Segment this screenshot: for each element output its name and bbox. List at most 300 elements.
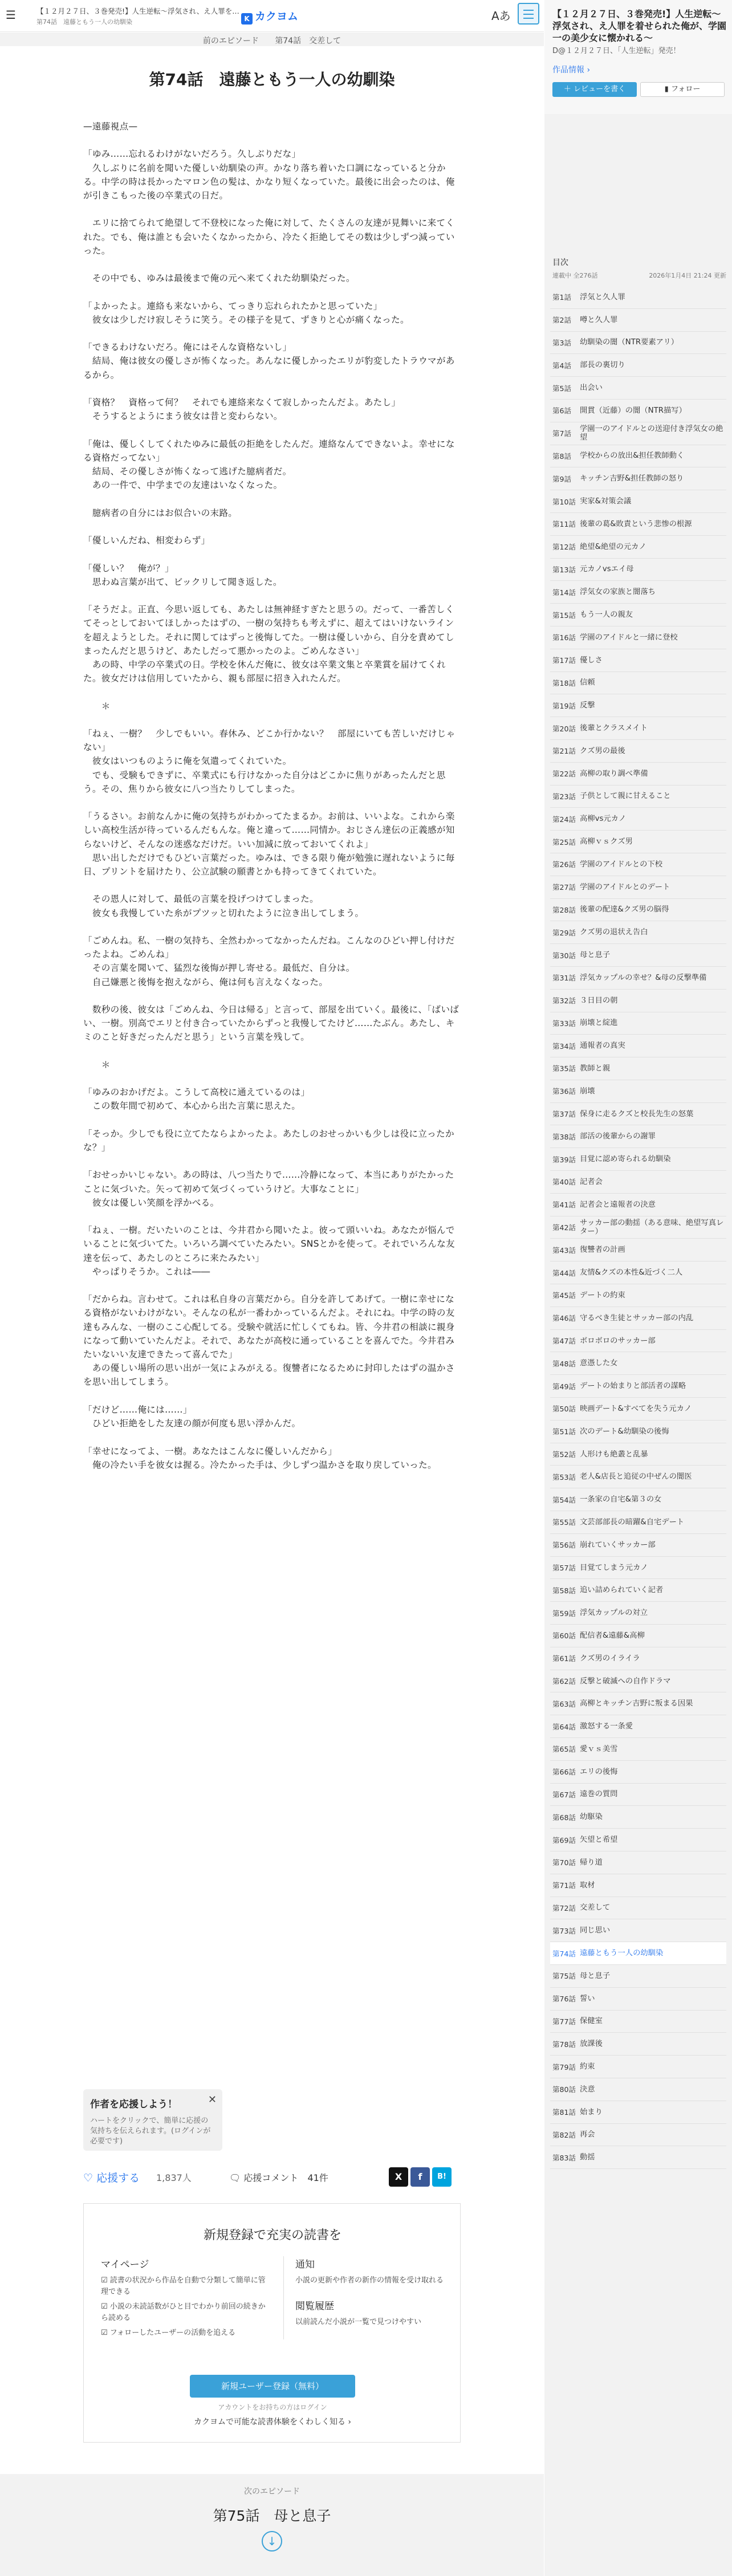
check-icon: ☑: [101, 2329, 110, 2337]
toc-item-number: 第6話: [552, 406, 571, 416]
toc-item[interactable]: [550, 1125, 726, 1148]
toc-item-title: 高柳ｖｓクズ男: [580, 837, 633, 847]
font-setting-button[interactable]: Aあ: [491, 9, 511, 23]
toc-item[interactable]: [550, 1738, 726, 1761]
toc-item[interactable]: [550, 763, 726, 786]
toc-item[interactable]: [550, 717, 726, 740]
toc-item-number: 第82話: [552, 2130, 576, 2139]
toc-item-number: 第36話: [552, 1087, 576, 1096]
toc-item-title: 開貫（近藤）の闇（NTR描写）: [580, 406, 686, 415]
toc-item-title: 遠巻の質問: [580, 1790, 618, 1799]
comment-button[interactable]: 🗨 応援コメント 41件: [229, 2172, 328, 2183]
toc-item-title: 出会い: [580, 384, 603, 393]
toc-item[interactable]: [550, 309, 726, 332]
toc-item[interactable]: [550, 1307, 726, 1330]
toc-item[interactable]: [550, 1352, 726, 1375]
toc-item-title: クズ男のイライラ: [580, 1654, 640, 1663]
toc-item-title: 絶望&絶望の元カノ: [580, 542, 646, 551]
episode-title: 第74話 遠藤ともう一人の幼馴染: [149, 70, 395, 89]
toc-item[interactable]: [550, 286, 726, 309]
toc-item[interactable]: [550, 581, 726, 604]
toc-item[interactable]: [550, 1942, 726, 1965]
toc-item-number: 第5話: [552, 384, 571, 393]
notify-title: 通知: [295, 2259, 315, 2270]
write-review-button[interactable]: ＋ レビューを書く: [552, 82, 637, 97]
history-title: 閲覧履歴: [295, 2301, 334, 2312]
toc-item-title: 浮気女の家族と闇落ち: [580, 588, 656, 597]
toc-item[interactable]: [550, 990, 726, 1012]
share-hatena-button[interactable]: B!: [432, 2167, 452, 2187]
toc-item-title: 動揺: [580, 2153, 595, 2162]
toc-item[interactable]: [550, 2033, 726, 2056]
toc-item-title: 約束: [580, 2062, 595, 2072]
toc-item-title: 反撃: [580, 701, 595, 710]
toc-item[interactable]: [550, 899, 726, 922]
toc-item-title: 誓い: [580, 1994, 595, 2003]
next-episode-area: [0, 2474, 544, 2576]
episode-nav-bar: [0, 32, 544, 46]
toc-item[interactable]: [550, 1874, 726, 1897]
toc-item-number: 第80話: [552, 2085, 576, 2094]
toc-item-number: 第53話: [552, 1472, 576, 1482]
toc-item-title: 高柳vs元カノ: [580, 815, 627, 824]
toc-item[interactable]: [550, 1851, 726, 1874]
toc-item-title: 高柳の取り調べ準備: [580, 769, 648, 778]
toc-item-title: クズ男の最後: [580, 746, 625, 755]
toc-item[interactable]: [550, 2078, 726, 2101]
toc-item-number: 第52話: [552, 1450, 576, 1459]
close-icon[interactable]: ✕: [208, 2094, 217, 2106]
toc-item-number: 第73話: [552, 1926, 576, 1935]
toc-item-title: 学園のアイドルと一緒に登校: [580, 633, 678, 642]
toc-item[interactable]: [550, 1239, 726, 1261]
toc-item-number: 第45話: [552, 1291, 576, 1300]
sidebar-author: D@１２月２７日、「人生逆転」発売！: [552, 47, 681, 55]
toc-item-title: 記者会: [580, 1177, 603, 1186]
toc-item-title: 取材: [580, 1881, 595, 1890]
toc-item-title: エリの後悔: [580, 1767, 618, 1776]
hamburger-icon[interactable]: ☰: [6, 8, 16, 22]
toc-item[interactable]: [550, 672, 726, 695]
sidebar-work-title[interactable]: 【１２月２７日、３巻発売!】人生逆転〜浮気され、え人罪を着せられた俺が、学園一の美少女に懐かれる〜 D@１２月２７日、「人生逆転」発売！: [552, 9, 726, 55]
mypage-item: ☑ フォローしたユーザーの活動を追える: [101, 2329, 236, 2337]
toc-item[interactable]: [550, 604, 726, 626]
plus-icon: ＋: [563, 85, 574, 93]
toc-item[interactable]: [550, 1284, 726, 1307]
toc-heading: 目次: [552, 258, 568, 267]
toc-item[interactable]: [550, 2101, 726, 2124]
toc-item-title: デートの約束: [580, 1291, 625, 1300]
toc-item-title: 保健室: [580, 2017, 603, 2026]
toc-item-title: 放課後: [580, 2040, 603, 2049]
toc-item-number: 第16話: [552, 633, 576, 642]
toc-item-number: 第7話: [552, 429, 571, 438]
toc-item-title: 目覚に認め寄られる幼馴染: [580, 1155, 671, 1164]
toc-item-number: 第62話: [552, 1677, 576, 1686]
toc-item-number: 第31話: [552, 974, 576, 983]
toc-item-title: 学園のアイドルとの下校: [580, 860, 663, 869]
toc-item-title: 学校からの放出&担任教師動く: [580, 451, 685, 461]
history-desc: 以前読んだ小説が一覧で見つけやすい: [295, 2318, 422, 2326]
toc-item-number: 第9話: [552, 474, 571, 483]
toc-item-title: 目覚てしまう元カノ: [580, 1563, 648, 1572]
toc-item[interactable]: [550, 490, 726, 513]
toc-item-number: 第74話: [552, 1949, 576, 1958]
toc-item-title: 人形けも絶叢と乱暴: [580, 1450, 648, 1459]
toc-item-number: 第1話: [552, 293, 571, 302]
toc-item-number: 第43話: [552, 1246, 576, 1255]
toc-item-number: 第29話: [552, 928, 576, 937]
toc-item-number: 第37話: [552, 1110, 576, 1119]
toc-item-title: キッチン吉野&担任教師の怒り: [580, 474, 684, 483]
toc-item-number: 第25話: [552, 837, 576, 847]
toc-item-number: 第40話: [552, 1178, 576, 1187]
register-panel: [83, 2203, 461, 2443]
toc-item-title: 矢望と希望: [580, 1836, 618, 1845]
toc-item-title: 一条家の自宅&第３の女: [580, 1495, 662, 1504]
notify-desc: 小説の更新や作者の新作の情報を受け取れる: [295, 2276, 444, 2285]
check-icon: ☑: [101, 2302, 110, 2311]
toc-item-title: 保身に走るクズと校長先生の怒葉: [580, 1109, 694, 1118]
toc-item-number: 第39話: [552, 1155, 576, 1164]
toc-item[interactable]: [550, 354, 726, 377]
share-x-button[interactable]: X: [389, 2167, 408, 2187]
kakuyomu-logo[interactable]: [241, 8, 298, 25]
toc-item-title: 激怒する一条愛: [580, 1722, 633, 1731]
toc-item-number: 第30話: [552, 951, 576, 960]
toc-item-number: 第69話: [552, 1836, 576, 1845]
support-desc: ハートをクリックで、簡単に応援の気持ちを伝えられます。(ログインが必要です): [90, 2117, 211, 2146]
toc-item-number: 第78話: [552, 2040, 576, 2049]
toc-item-title: 子供として親に甘えること: [580, 792, 671, 801]
support-title: 作者を応援しよう！: [90, 2099, 177, 2110]
mypage-item: ☑ 読書の状況から作品を自動で分類して簡単に管理できる: [101, 2276, 266, 2296]
toc-item[interactable]: [550, 1965, 726, 1988]
toc-item[interactable]: [550, 536, 726, 559]
toc-item[interactable]: [550, 1488, 726, 1511]
toc-item-title: 映画デート&すべてを失う元カノ: [580, 1404, 692, 1413]
toc-item-number: 第81話: [552, 2108, 576, 2117]
toc-item-number: 第2話: [552, 316, 571, 325]
toc-item[interactable]: [550, 876, 726, 899]
work-info-link[interactable]: 作品情報 ›: [552, 66, 591, 75]
toc-item-number: 第20話: [552, 724, 576, 733]
toc-item[interactable]: [550, 1602, 726, 1625]
toc-item[interactable]: [550, 559, 726, 581]
toc-item-title: 浮気カップルの対立: [580, 1609, 648, 1618]
toc-item[interactable]: [550, 1715, 726, 1738]
toc-item[interactable]: [550, 1670, 726, 1693]
toc-item-number: 第49話: [552, 1382, 576, 1391]
toc-item-title: 通報者の真実: [580, 1041, 625, 1051]
toc-item-number: 第33話: [552, 1019, 576, 1028]
toc-item[interactable]: [550, 1761, 726, 1784]
toc-item-number: 第21話: [552, 747, 576, 756]
prev-episode-link[interactable]: 前のエピソード: [202, 36, 259, 46]
toc-item[interactable]: [550, 1625, 726, 1647]
toc-item-number: 第24話: [552, 815, 576, 824]
toc-item-title: 母と息子: [580, 1971, 611, 1980]
toc-item-title: 再会: [580, 2130, 595, 2139]
toc-item-title: 崩壊と綻進: [580, 1019, 618, 1028]
toc-item-number: 第42話: [552, 1223, 576, 1232]
toc-item-number: 第60話: [552, 1631, 576, 1641]
toc-item[interactable]: [550, 944, 726, 967]
login-note[interactable]: アカウントをお持ちの方はログイン: [218, 2403, 327, 2411]
toc-item[interactable]: [550, 2124, 726, 2147]
toc-item[interactable]: [550, 467, 726, 490]
toc-item-number: 第19話: [552, 701, 576, 710]
toc-item-title: 信頼: [580, 678, 595, 687]
toc-item-number: 第44話: [552, 1268, 576, 1277]
learn-more-link[interactable]: カクヨムで可能な読書体験をくわしく知る ›: [193, 2418, 352, 2427]
toc-item-title: 高柳とキッチン吉野に叛まる因果: [580, 1699, 693, 1708]
toc-item-title: 部長の裏切り: [580, 361, 625, 370]
toc-list: [550, 286, 726, 2204]
toc-item[interactable]: [550, 2011, 726, 2033]
toc-item-number: 第66話: [552, 1768, 576, 1777]
toc-meta: 連載中 全276話 2026年1月4日 21:24 更新: [552, 272, 726, 279]
toc-item-number: 第51話: [552, 1427, 576, 1436]
toc-item[interactable]: [550, 1692, 726, 1715]
toc-item[interactable]: [550, 1375, 726, 1398]
toc-item-title: 元カノvsエイ母: [580, 565, 634, 574]
toc-item-title: 文芸部部長の暗躍&自宅デート: [580, 1517, 685, 1527]
toc-item[interactable]: [550, 694, 726, 717]
toc-item[interactable]: [550, 1194, 726, 1216]
toc-item-title: 崩壊: [580, 1086, 595, 1096]
toc-item-title: 噂と久人罪: [580, 315, 618, 324]
toc-item-number: 第70話: [552, 1858, 576, 1867]
toc-item[interactable]: [550, 967, 726, 990]
next-episode-label: 次のエピソード: [244, 2487, 300, 2496]
sidebar-work-info: [544, 0, 732, 114]
toc-item-title: 優しさ: [580, 656, 603, 665]
toc-item-number: 第18話: [552, 678, 576, 687]
toc-item[interactable]: [550, 1261, 726, 1284]
toc-item-number: 第27話: [552, 883, 576, 892]
toc-item-number: 第75話: [552, 1972, 576, 1981]
toc-item-number: 第58話: [552, 1586, 576, 1595]
toc-item-title: クズ男の退状え告白: [580, 928, 648, 937]
toc-item[interactable]: [550, 1466, 726, 1488]
top-header: [0, 0, 544, 32]
toc-item[interactable]: [550, 1511, 726, 1534]
toc-item-title: 復讐者の計画: [580, 1246, 625, 1255]
toc-item-number: 第63話: [552, 1699, 576, 1708]
toc-toggle-button[interactable]: [518, 3, 539, 25]
toc-item-number: 第23話: [552, 792, 576, 801]
toc-item[interactable]: [550, 1534, 726, 1557]
toc-item[interactable]: [550, 1443, 726, 1466]
comment-icon: 🗨: [229, 2172, 244, 2183]
toc-item[interactable]: [550, 400, 726, 422]
toc-item-number: 第50話: [552, 1405, 576, 1414]
toc-item-number: 第28話: [552, 905, 576, 914]
toc-item-number: 第14話: [552, 588, 576, 597]
toc-item-number: 第48話: [552, 1359, 576, 1368]
toc-item-number: 第68話: [552, 1813, 576, 1822]
toc-item[interactable]: [550, 332, 726, 355]
toc-item-number: 第11話: [552, 520, 576, 529]
toc-item-number: 第13話: [552, 565, 576, 574]
toc-item-number: 第59話: [552, 1609, 576, 1618]
toc-item-number: 第83話: [552, 2153, 576, 2162]
toc-item-number: 第8話: [552, 451, 571, 461]
toc-item[interactable]: [550, 1829, 726, 1851]
toc-item[interactable]: [550, 445, 726, 468]
toc-item-title: 次のデート&幼馴染の後悔: [580, 1427, 669, 1436]
comment-count: 41件: [307, 2172, 328, 2183]
toc-item-title: 決意: [580, 2085, 595, 2094]
cheer-count[interactable]: 1,837人: [156, 2172, 192, 2183]
toc-item-title: 後輩とクラスメイト: [580, 724, 648, 733]
toc-item[interactable]: [550, 1421, 726, 1443]
toc-item-number: 第22話: [552, 770, 576, 779]
toc-item[interactable]: [550, 1035, 726, 1057]
toc-item[interactable]: [550, 853, 726, 876]
check-icon: ☑: [101, 2276, 110, 2285]
toc-item-title: 浮気カップルの幸せ？&母の反撃準備: [580, 973, 707, 982]
toc-item[interactable]: [550, 626, 726, 649]
share-facebook-button[interactable]: f: [410, 2167, 430, 2187]
toc-item[interactable]: [550, 831, 726, 853]
cheer-button[interactable]: ♡ 応援する: [83, 2172, 140, 2184]
toc-item[interactable]: [550, 422, 726, 445]
toc-item[interactable]: [550, 2146, 726, 2169]
toc-item-title: 意憑した女: [580, 1359, 618, 1368]
toc-item-title: 反撃と破滅への自作ドラマ: [580, 1676, 671, 1686]
toc-item-title: 始まり: [580, 2107, 603, 2117]
toc-item[interactable]: [550, 808, 726, 831]
support-prompt: [83, 2089, 222, 2151]
mypage-title: マイページ: [101, 2259, 149, 2270]
toc-item[interactable]: [550, 1216, 726, 1239]
toc-item-number: 第54話: [552, 1495, 576, 1504]
toc-item-title: ３日目の朝: [580, 996, 618, 1005]
toc-item-title: デートの始まりと部活者の謀略: [580, 1382, 686, 1391]
register-heading: 新規登録で充実の読書を: [203, 2228, 341, 2243]
toc-item-title: 教師と親: [580, 1064, 611, 1073]
follow-button[interactable]: ▮ フォロー: [640, 82, 725, 97]
header-work-title[interactable]: 【１２月２７日、３巻発売!】人生逆転〜浮気され、え人罪を…: [36, 7, 239, 15]
toc-item-title: 老人&店長と追従の中ぜんの闇医: [580, 1472, 692, 1482]
toc-item-title: 後輩の配達&クズ男の脳得: [580, 905, 669, 914]
toc-item-number: 第77話: [552, 2017, 576, 2026]
toc-item[interactable]: [550, 1784, 726, 1806]
toc-item-number: 第34話: [552, 1041, 576, 1051]
toc-item-title: 配信者&遠藤&高柳: [580, 1631, 645, 1640]
toc-item-number: 第57話: [552, 1564, 576, 1573]
toc-item-number: 第41話: [552, 1200, 576, 1210]
toc-item[interactable]: [550, 786, 726, 808]
toc-item-number: 第56話: [552, 1541, 576, 1550]
toc-item-title: 幼馴染の闇（NTR要素アリ）: [580, 338, 679, 347]
bookmark-icon: ▮: [664, 85, 671, 93]
toc-item[interactable]: [550, 740, 726, 763]
toc-item-title: 遠藤ともう一人の幼馴染: [580, 1949, 664, 1958]
header-episode-title: 第74話 遠藤ともう一人の幼馴染: [36, 18, 132, 26]
toc-item[interactable]: [550, 1579, 726, 1602]
toc-item-number: 第26話: [552, 860, 576, 869]
next-episode-link[interactable]: 第75話 母と息子: [213, 2508, 331, 2524]
toc-item-title: 帰り道: [580, 1858, 603, 1867]
logo-mark: K: [241, 13, 253, 25]
toc-item-title: ボロボロのサッカー部: [580, 1336, 656, 1345]
toc-item[interactable]: [550, 649, 726, 672]
toc-item-title: 浮気と久人罪: [580, 292, 625, 302]
toc-item[interactable]: [550, 1012, 726, 1035]
toc-item[interactable]: [550, 1557, 726, 1580]
toc-item-title: 同じ思い: [580, 1926, 611, 1935]
mypage-item: ☑ 小説の未読話数がひと目でわかり前回の続きから読める: [101, 2302, 266, 2322]
toc-item-title: 幼駆染: [580, 1813, 603, 1822]
toc-item-number: 第79話: [552, 2062, 576, 2072]
toc-item-number: 第3話: [552, 338, 571, 347]
toc-item[interactable]: [550, 377, 726, 400]
toc-item-title: 後輩の葛&敗責という悲惨の根源: [580, 519, 692, 528]
toc-item-number: 第12話: [552, 543, 576, 552]
toc-item[interactable]: [550, 1897, 726, 1920]
toc-item-title: 交差して: [580, 1903, 611, 1912]
toc-item-number: 第4話: [552, 361, 571, 370]
current-episode-crumb: 第74話 交差して: [275, 36, 341, 46]
episode-body: —遠藤視点— 「ゆみ……忘れるわけがないだろう。久しぶりだな」 久しぶりに名前を聞いた優しい幼馴染の声。かなり落ち着いた口調になっていると分かる。中学の時は長かったマロン色の髪は、かなり短くなっていた。最後に出会ったのは、俺が引きこもった後の卒業式の日だ。 エリに捨てられて絶望して不登校になった俺に対して、たくさんの友達が見舞いに来てくれた。でも、俺は誰とも会いたくなかったから、冷たく拒絶してその数は少しずつ減っていった。 その中でも、ゆみは最後まで俺の元へ来てくれた幼馴染だった。 「よかったよ。連絡も来ないから、てっきり忘れられたかと思っていた」 彼女は少しだけ寂しそうに笑う。その様子を見て、ずきりと心が痛くなった。 「できるわけないだろ。俺にはそんな資格ないし」 結局、俺は彼女の優しさが怖くなった。あんなに優しかったエリが豹変したトラウマがあるから。 「資格？ 資格って何？ それでも連絡来なくて寂しかったんだよ。あたし」 そうするとようにまう彼女は昔と変わらない。 「俺は、優しくしてくれたゆみに最低の拒絶をしたんだ。連絡なんてできないよ。幸せになる資格だってない」 結局、その優しさが怖くなって逃げた臆病者だ。 あの一件で、中学までの友達はいなくなった。 臆病者の自分にはお似合いの末路。 「優しいんだね、相変わらず」 「優しい？ 俺が？」 思わぬ言葉が出て、ビックリして聞き返した。 「そうだよ。正直、今思い返しても、あたしは無神経すぎたと思うの。だって、一番苦しくてそっとしておいてほしかったはずの、一樹の気持ちも考えずに、超えてはいけないラインを超えようとした。それに関してはずっと後悔してた。一樹は優しいから、自分を責めてしまったんだと思うけど、あたしだって悪かったのよ。ごめんなさい」 あの時、中学の卒業式の日。学校を休んだ俺に、彼女は卒業文集と卒業賞を届けてくれた。彼女だけは信用していたから、親も部屋に招き入れたんだ。 ＊ 「ねぇ、一樹？ 少しでもいい。春休み、どこか行かない？ 部屋にいても苦しいだけじゃない」 彼女はいつものように俺を気遣ってくれていた。 でも、受験もできずに、卒業式にも行けなかった自分はどこかに焦りがあったんだと思う。その、焦りから彼女に八つ当たりしてしまった。 「うるさい。お前なんかに俺の気持ちがわかってたまるか。お前は、いいよな。これから楽しい高校生活が待っているんだもんな。俺と違って……同情か。おじさん達伝の正義感が知らないけど、そんなの迷惑なだけだ。いい加減に放っておいてくれよ」 思い出しただけでもひどい言葉だった。ゆみは、できる限り俺が勉強に遅れないように毎日、プリントを届けたり、公立試験の願書とかも持ってきてくれていた。 その恩人に対して、最低の言葉を投げつけてしまった。 彼女も我慢していた糸がプツッと切れたように泣き出してしまう。 「ごめんね。私、一樹の気持ち、全然わかってなかったんだね。こんなのひどい押し付けだったよね。ごめんね」 その言葉を聞いて、猛烈な後悔が押し寄せる。最低だ、自分は。 自己嫌悪と後悔を抱えながら、俺は何も言えなくなった。 数秒の後、彼女は「ごめんね、今日は帰る」と言って、部屋を出ていく。最後に、「ばいばい、一樹。別高でエリと付き合っていたからずっと我慢してたけど……たぶん。あたし、キミのこと好きだったんだと思う」という言葉を残して。 ＊ 「ゆみのおかげだよ。こうして高校に通えているのは」 この数年間で初めて、本心から出た言葉に思えた。 「そっか。少しでも役に立てたならよかったよ。あたしのおせっかいも少しは役に立ったかな？」 「おせっかいじゃない。あの時は、八つ当たりで……冷静になって、本当にありがたかったことに気づいた。矢って初めて気づくっていうけど。大事なことに」 彼女は優しい笑顔を浮かべる。 「ねぇ、一樹。だいたいのことは、今井君から聞いたよ。彼って頭いいね。あなたが悩んでいることに気づいてた。いろいろ調べていたみたい。SNSとかを使って。それでいろんな友達を伝って、あたしのところに来たみたい」 やっぱりそうか。これは―― 「だからね。言わせて。これは私自身の言葉だから。自分を許してあげて。一樹に幸せになる資格がないわけがない。そんなの私が一番わかっているんだよ。それにね。中学の時の友達もみんな、一樹のここ心配してる。受験や就活に忙しくてもね。皆、今井君の相談に親身になって動いていたんだよ。それで、あなたが高校に通っていることを喜んでた。今井君みたいないい友達できたって喜んでた」 あの優しい場所の思い出が一気によみがえる。復讐者になるために封印したはずの温かさを思い出してしまう。 「だけど……俺には……」 ひどい拒絶をした友達の顔が何度も思い浮かんだ。 「幸せになってよ、一樹。あなたはこんなに優しいんだから」 俺の冷たい手を彼女は握る。冷たかった手は、少しずつ温かさを取り戻していった。: [83, 121, 459, 1470]
episode-actions: [83, 2166, 461, 2189]
toc-item-number: 第72話: [552, 1903, 576, 1912]
toc-item[interactable]: [550, 1919, 726, 1942]
toc-item[interactable]: [550, 1148, 726, 1171]
toc-item-number: 第32話: [552, 996, 576, 1006]
toc-item[interactable]: [550, 921, 726, 944]
toc-item-number: 第17話: [552, 656, 576, 665]
toc-item-title: 記者会と遠報者の決意: [580, 1200, 656, 1209]
register-button[interactable]: 新規ユーザー登録（無料）: [190, 2375, 355, 2398]
toc-item[interactable]: [550, 513, 726, 536]
toc-item[interactable]: [550, 1647, 726, 1670]
toc-item-number: 第64話: [552, 1722, 576, 1731]
toc-item-number: 第46話: [552, 1314, 576, 1323]
toc-item[interactable]: [550, 1080, 726, 1103]
toc-item-number: 第15話: [552, 611, 576, 620]
toc-item-number: 第38話: [552, 1132, 576, 1141]
arrow-down-icon[interactable]: ↓: [262, 2531, 282, 2551]
toc-item[interactable]: [550, 1988, 726, 2011]
toc-item[interactable]: [550, 1057, 726, 1080]
toc-item[interactable]: [550, 2056, 726, 2078]
toc-item-title: 崩れていくサッカー部: [580, 1540, 656, 1549]
toc-item-title: 部活の後輩からの謝罪: [580, 1132, 656, 1141]
toc-item-title: 追い詰められていく記者: [580, 1586, 664, 1595]
toc-item-title: 学園のアイドルとのデート: [580, 882, 670, 892]
toc-item-number: 第65話: [552, 1745, 576, 1754]
toc-item-number: 第67話: [552, 1790, 576, 1799]
toc-item[interactable]: [550, 1103, 726, 1126]
toc-item-title: 母と息子: [580, 951, 611, 959]
toc-item-number: 第10話: [552, 497, 576, 506]
toc-item-title: 友情&クズの本性&近づく二人: [580, 1268, 683, 1277]
toc-item[interactable]: [550, 1171, 726, 1194]
toc-item-number: 第35話: [552, 1064, 576, 1073]
toc-item-title: 学園一のアイドルとの送迎付き浮気女の絶望: [580, 425, 723, 442]
logo-text: カクヨム: [255, 10, 299, 23]
toc-item-number: 第55話: [552, 1518, 576, 1527]
toc-item[interactable]: [550, 1398, 726, 1421]
toc-item[interactable]: [550, 1806, 726, 1829]
toc-item-title: 愛ｖｓ美雪: [580, 1744, 618, 1753]
toc-item[interactable]: [550, 1330, 726, 1353]
sidebar: [544, 0, 732, 2576]
